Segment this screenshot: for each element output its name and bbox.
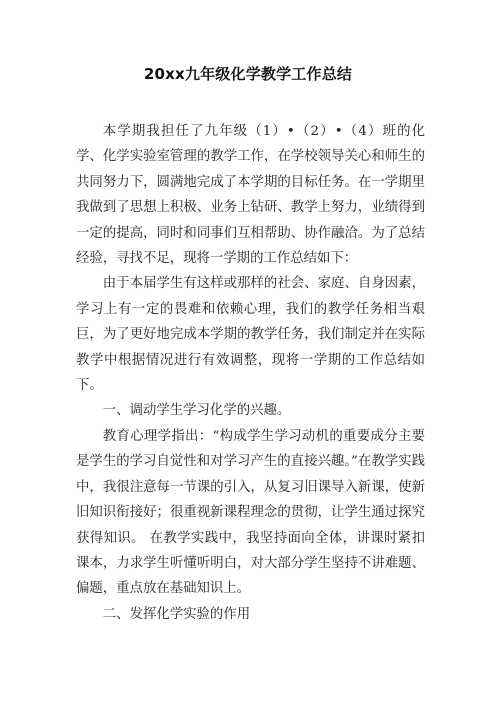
section-heading-1: 一、调动学生学习化学的兴趣。	[102, 403, 291, 419]
paragraph-background: 由于本届学生有这样或那样的社会、家庭、自身因素，学习上有一定的畏难和依赖心理，我们的教学任务相当艰巨，为了更好地完成本学期的教学任务，我们制定并在实际教学中根据情况进行有效调整，现将一学期的工作总结如下。	[76, 276, 425, 394]
section-heading-2: 二、发挥化学实验的作用	[102, 606, 251, 622]
paragraph-intro: 本学期我担任了九年级（1）•（2）•（4）班的化学、化学实验室管理的教学工作，在学校领导关心和师生的共同努力下，圆满地完成了本学期的目标任务。在一学期里我做到了思想上积极、业务上钻研、教学上努力，业绩得到一定的提高，同时和同事们互相帮助、协作融洽。为了总结经验，寻找不足，现将一学期的工作总结如下：	[76, 124, 425, 267]
paragraph-section-1: 教育心理学指出：“构成学生学习动机的重要成分主要是学生的学习自觉性和对学习产生的直接兴趣。”在教学实践中，我很注意每一节课的引入，从复习旧课导入新课，使新旧知识衔接好；很重视新课程理念的贯彻，让学生通过探究获得知识。 在教学实践中，我坚持面向全体，讲课时紧扣课本，力求学生听懂听明白，对大部分学生坚持不讲难题、偏题，重点放在基础知识上。	[76, 428, 425, 597]
document-body	[76, 119, 425, 627]
document-title: 20xx九年级化学教学工作总结	[143, 65, 353, 83]
